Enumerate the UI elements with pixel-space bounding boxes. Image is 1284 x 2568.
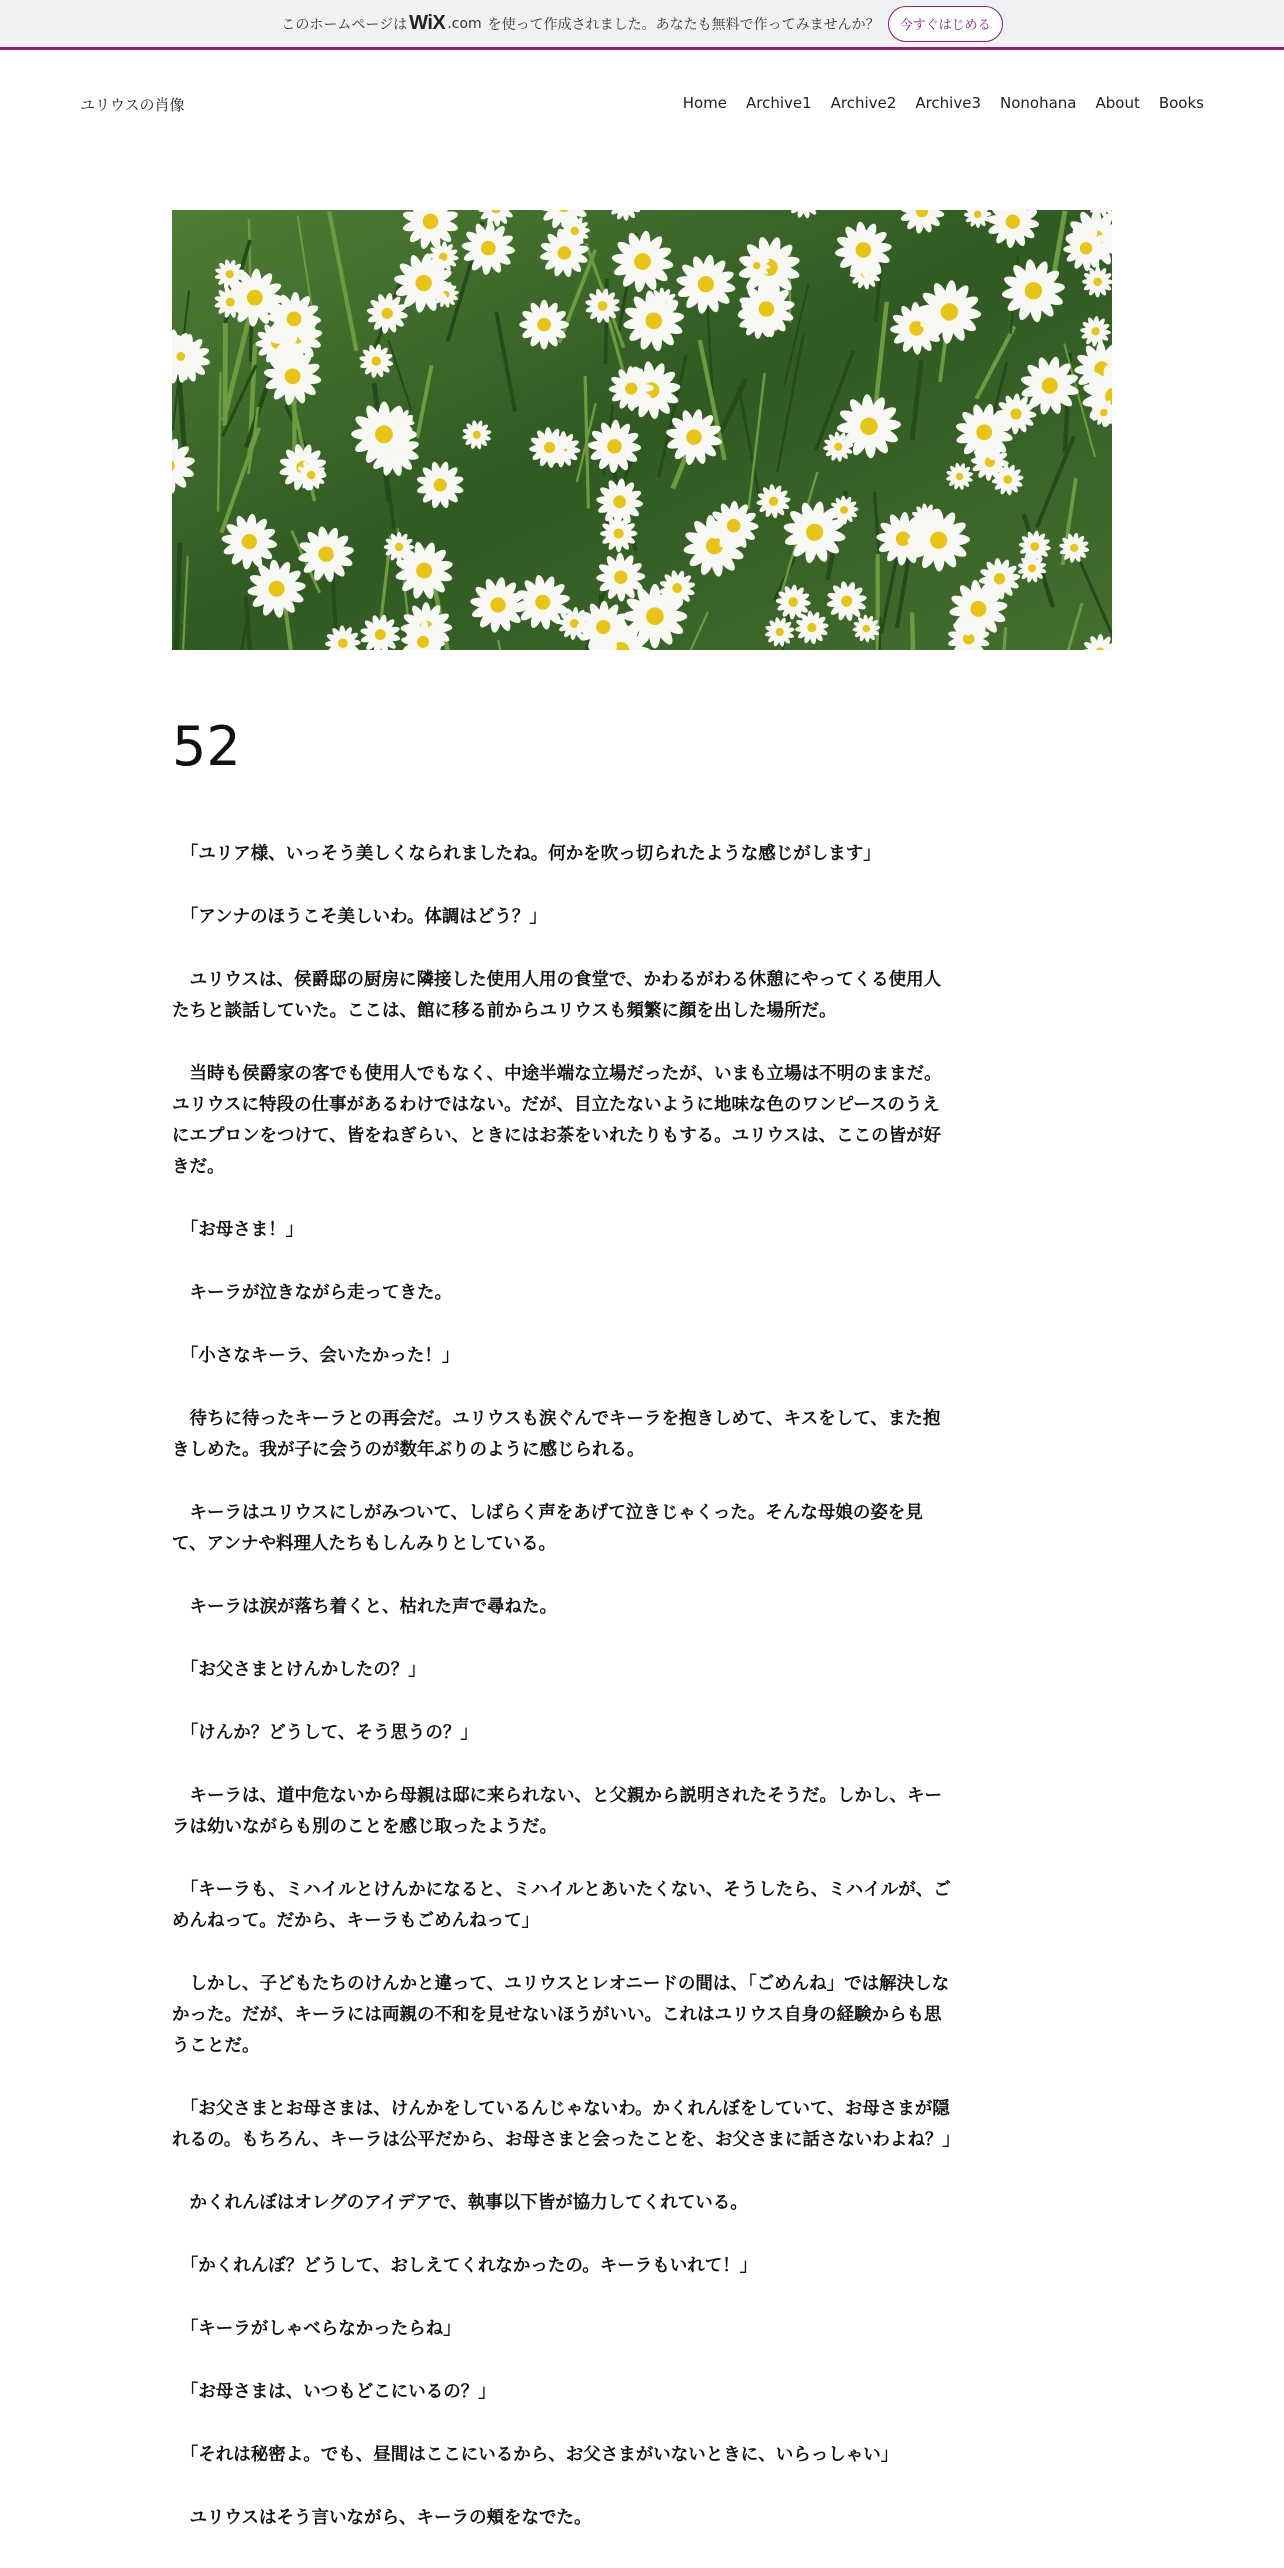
post-paragraph: キーラはユリウスにしがみついて、しばらく声をあげて泣きじゃくった。そんな母娘の姿を見て、アンナや料理人たちもしんみりとしている。 [172, 1503, 923, 1554]
daisy-field-image [172, 210, 1112, 650]
main-nav [683, 94, 1204, 112]
post-paragraph: ユリウスは、侯爵邸の厨房に隣接した使用人用の食堂で、かわるがわる休憩にやってくる使用人たちと談話していた。ここは、館に移る前からユリウスも頻繁に顔を出した場所だ。 [172, 970, 942, 1021]
post-paragraph: 当時も侯爵家の客でも使用人でもなく、中途半端な立場だったが、いまも立場は不明のままだ。ユリウスに特段の仕事があるわけではない。だが、目立たないように地味な色のワンピースのうえにエプロンをつけて、皆をねぎらい、ときにはお茶をいれたりもする。ユリウスは、ここの皆が好きだ。 [172, 1064, 942, 1177]
nav-item-archive2[interactable]: Archive2 [830, 94, 897, 112]
wix-logo[interactable]: WiX [409, 12, 446, 34]
banner-suffix: を使って作成されました。あなたも無料で作ってみませんか？ [487, 16, 880, 33]
post-paragraph: 「ユリア様、いっそう美しくなられましたね。何かを吹っ切られたような感じがします」 [172, 844, 881, 864]
banner-prefix: このホームページは [281, 16, 408, 33]
nav-item-archive3[interactable]: Archive3 [915, 94, 981, 112]
nav-item-books[interactable]: Books [1158, 94, 1204, 112]
post-paragraph: 「かくれんぼ？どうして、おしえてくれなかったの。キーラもいれて！」 [172, 2256, 758, 2276]
post-paragraph: 「お父さまとお母さまは、けんかをしているんじゃないわ。かくれんぼをしていて、お母さまが隠れるの。もちろん、キーラは公平だから、お母さまと会ったことを、お父さまに話さないわよね？」 [172, 2099, 960, 2150]
post-paragraph: キーラは涙が落ち着くと、枯れた声で尋ねた。 [172, 1597, 557, 1617]
post-paragraph: キーラは、道中危ないから母親は邸に来られない、と父親から説明されたそうだ。しかし、キーラは幼いながらも別のことを感じ取ったようだ。 [172, 1786, 942, 1837]
post-paragraph: キーラが泣きながら走ってきた。 [172, 1283, 452, 1303]
post-paragraph: 「お父さまとけんかしたの？」 [172, 1660, 426, 1680]
post-paragraph: しかし、子どもたちのけんかと違って、ユリウスとレオニードの間は、「ごめんね」では解決しなかった。だが、キーラには両親の不和を見せないほうがいい。これはユリウス自身の経験からも思うことだ。 [172, 1974, 950, 2056]
nav-item-about[interactable]: About [1095, 94, 1140, 112]
site-title[interactable]: ユリウスの肖像 [80, 96, 185, 114]
nav-item-archive1[interactable]: Archive1 [745, 94, 812, 112]
wix-promo-banner [0, 0, 1284, 50]
post-title: 52 [172, 715, 241, 778]
post-paragraph: 「それは秘密よ。でも、昼間はここにいるから、お父さまがいないときに、いらっしゃい」 [172, 2445, 899, 2465]
post-paragraph: 「お母さまは、いつもどこにいるの？」 [172, 2382, 496, 2402]
wix-logo-suffix: .com [447, 15, 482, 32]
post-paragraph: 「キーラがしゃべらなかったらね」 [172, 2319, 461, 2339]
post-paragraph: 「キーラも、ミハイルとけんかになると、ミハイルとあいたくない、そうしたら、ミハイルが、ごめんねって。だから、キーラもごめんねって」 [172, 1880, 951, 1931]
post-paragraph: かくれんぼはオレグのアイデアで、執事以下皆が協力してくれている。 [172, 2193, 748, 2213]
post-paragraph: 待ちに待ったキーラとの再会だ。ユリウスも涙ぐんでキーラを抱きしめて、キスをして、また抱きしめた。我が子に会うのが数年ぶりのように感じられる。 [172, 1409, 941, 1460]
post-paragraph: ユリウスはそう言いながら、キーラの頬をなでた。 [172, 2508, 592, 2528]
post-paragraph: 「けんか？どうして、そう思うの？」 [172, 1723, 478, 1743]
post-paragraph: 「お母さま！」 [172, 1220, 304, 1240]
nav-item-nonohana[interactable]: Nonohana [1000, 94, 1077, 112]
start-now-button[interactable]: 今すぐはじめる [888, 6, 1003, 42]
nav-item-home[interactable]: Home [682, 94, 727, 112]
post-paragraph: 「アンナのほうこそ美しいわ。体調はどう？」 [172, 907, 547, 927]
post-body [172, 839, 960, 2566]
post-paragraph: 「小さなキーラ、会いたかった！」 [172, 1346, 460, 1366]
